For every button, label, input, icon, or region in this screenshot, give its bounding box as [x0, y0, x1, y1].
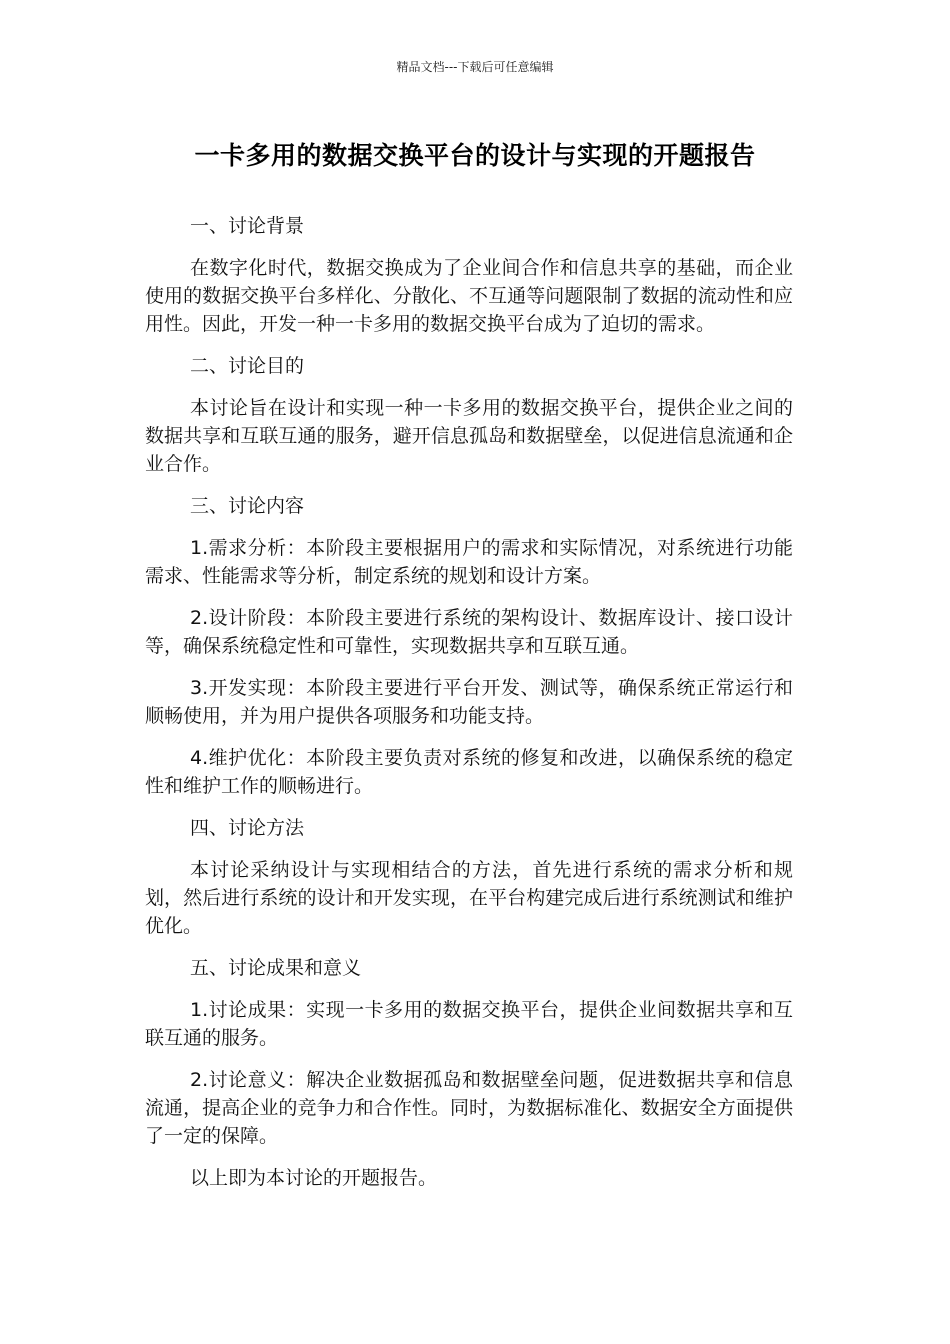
paragraph-content-item-3: 3.开发实现：本阶段主要进行平台开发、测试等，确保系统正常运行和顺畅使用，并为用户提供各项服务和功能支持。	[145, 677, 793, 727]
paragraph-method: 本讨论采纳设计与实现相结合的方法，首先进行系统的需求分析和规划，然后进行系统的设计和开发实现，在平台构建完成后进行系统测试和维护优化。	[145, 859, 793, 937]
paragraph-content-item-4: 4.维护优化：本阶段主要负责对系统的修复和改进，以确保系统的稳定性和维护工作的顺畅进行。	[145, 747, 793, 797]
header-note: 精品文档---下载后可任意编辑	[396, 60, 554, 74]
document-body	[145, 212, 793, 1206]
section-heading-method: 四、讨论方法	[190, 817, 305, 839]
document-title: 一卡多用的数据交换平台的设计与实现的开题报告	[194, 141, 756, 170]
paragraph-result-item-2: 2.讨论意义：解决企业数据孤岛和数据壁垒问题，促进数据共享和信息流通，提高企业的竞争力和合作性。同时，为数据标准化、数据安全方面提供了一定的保障。	[145, 1069, 793, 1147]
section-heading-background: 一、讨论背景	[190, 215, 305, 237]
paragraph-background: 在数字化时代，数据交换成为了企业间合作和信息共享的基础，而企业使用的数据交换平台多样化、分散化、不互通等问题限制了数据的流动性和应用性。因此，开发一种一卡多用的数据交换平台成为了迫切的需求。	[145, 257, 793, 335]
section-heading-result: 五、讨论成果和意义	[190, 957, 362, 979]
closing-line: 以上即为本讨论的开题报告。	[190, 1167, 438, 1189]
paragraph-content-item-2: 2.设计阶段：本阶段主要进行系统的架构设计、数据库设计、接口设计等，确保系统稳定性和可靠性，实现数据共享和互联互通。	[145, 607, 793, 657]
paragraph-content-item-1: 1.需求分析：本阶段主要根据用户的需求和实际情况，对系统进行功能需求、性能需求等分析，制定系统的规划和设计方案。	[145, 537, 793, 587]
paragraph-goal: 本讨论旨在设计和实现一种一卡多用的数据交换平台，提供企业之间的数据共享和互联互通的服务，避开信息孤岛和数据壁垒，以促进信息流通和企业合作。	[145, 397, 793, 475]
section-heading-goal: 二、讨论目的	[190, 355, 305, 377]
paragraph-result-item-1: 1.讨论成果：实现一卡多用的数据交换平台，提供企业间数据共享和互联互通的服务。	[145, 999, 793, 1049]
section-heading-content: 三、讨论内容	[190, 495, 305, 517]
